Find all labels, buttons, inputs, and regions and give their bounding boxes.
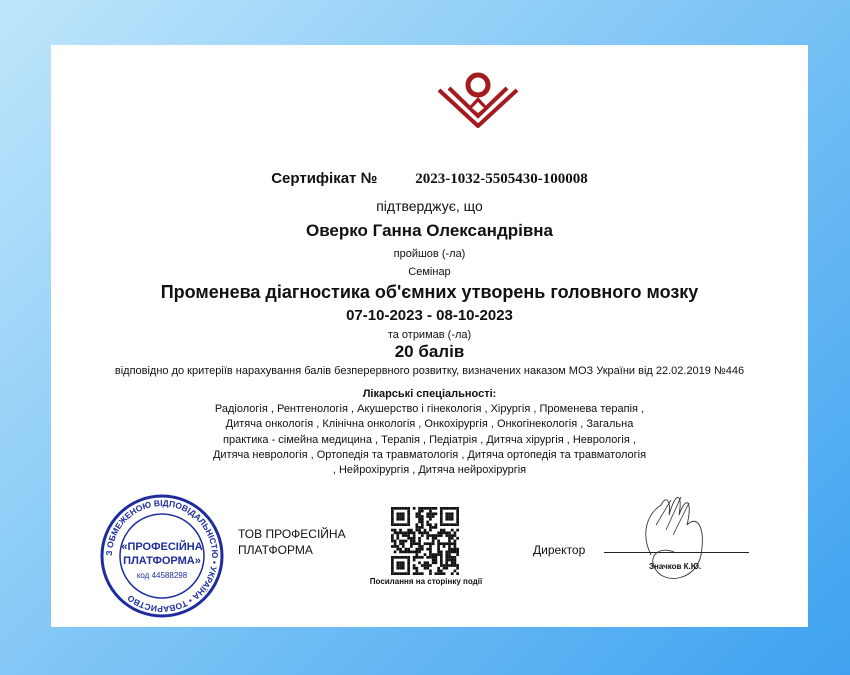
certificate-number [51,170,808,188]
org-line-2: ПЛАТФОРМА [238,543,313,557]
event-type: Семінар [408,266,451,278]
director-name: Значков К.Ю. [649,562,702,571]
director-label: Директор [533,543,586,557]
org-line-1: ТОВ ПРОФЕСІЙНА [238,527,346,541]
criteria-text: відповідно до критеріїв нарахування балів безперервного розвитку, визначених наказом МОЗ України від 22.02.2019 №446 [114,365,745,377]
svg-text:З ОБМЕЖЕНОЮ ВІДПОВІДАЛЬНІСТЮ •: З ОБМЕЖЕНОЮ ВІДПОВІДАЛЬНІСТЮ • УКРАЇНА • ТОВАРИСТВО [103,497,221,615]
recipient-name: Оверко Ганна Олександрівна [305,221,554,240]
svg-text:код 44588298: код 44588298 [136,571,188,580]
qr-code[interactable] [391,507,459,575]
qr-caption: Посилання на сторінку події [369,577,483,586]
specialties-heading: Лікарські спеціальності: [362,388,497,400]
company-stamp [98,492,226,620]
confirms-text: підтверджує, що [376,198,483,214]
certificate-number-value: 2023-1032-5505430-100008 [415,171,588,187]
certificate-card [51,45,808,627]
points: 20 балів [394,342,465,361]
signature-icon [621,485,721,595]
svg-text:«ПРОФЕСІЙНА: «ПРОФЕСІЙНА [121,541,203,553]
svg-text:ПЛАТФОРМА»: ПЛАТФОРМА» [123,555,201,567]
logo-icon [435,72,521,128]
specialties-list: Радіологія , Рентгенологія , Акушерство і гінекологія , Хірургія , Променева терапія , Дитяча онкологія , Клінічна онкологія , Онкохірургія , Онкогінекологія , Загальна практика - сімейна медицина , Терапія , Педіатрія , Дитяча хірургія , Неврологія , Дитяча неврологія , Ортопедія та травматологія , Дитяча ортопедія та травматологія , Нейрохірургія , Дитяча нейрохірургія [212,403,647,477]
organization-name [238,526,346,558]
certificate-label: Сертифікат № [271,170,378,187]
event-dates: 07-10-2023 - 08-10-2023 [346,307,513,324]
passed-text: пройшов (-ла) [393,248,466,260]
received-text: та отримав (-ла) [387,329,472,341]
event-title: Променева діагностика об'ємних утворень головного мозку [160,282,699,302]
